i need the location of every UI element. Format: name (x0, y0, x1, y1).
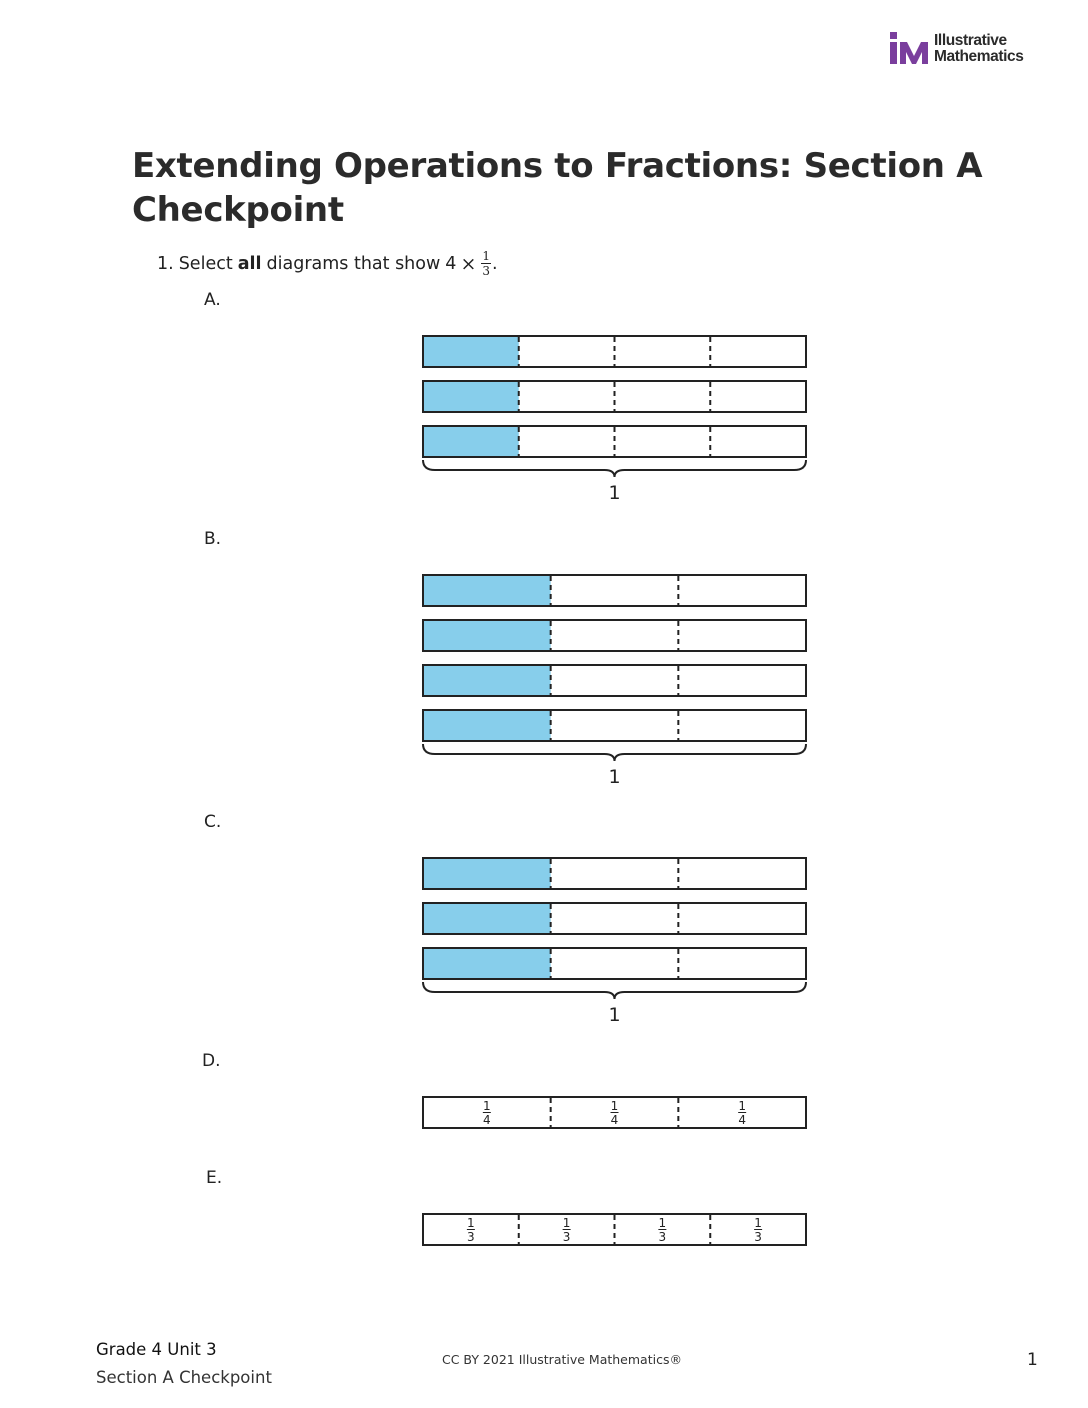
page-title: Extending Operations to Fractions: Section A Checkpoint (132, 146, 983, 230)
question-number: 1. (157, 253, 174, 274)
option-e-part-denominator: 3 (562, 1230, 571, 1244)
brand-line-2: Mathematics (934, 48, 1024, 65)
option-a-shaded-part (423, 426, 519, 457)
option-e-part-numerator: 1 (754, 1216, 762, 1230)
option-a-brace-label: 1 (608, 482, 621, 504)
option-c-shaded-part (423, 903, 551, 934)
option-b-shaded-part (423, 575, 551, 606)
page-number: 1 (1027, 1350, 1038, 1370)
brand-name (934, 33, 1024, 65)
question-prompt (157, 250, 498, 277)
option-b-shaded-part (423, 620, 551, 651)
option-b-brace-label: 1 (608, 766, 621, 788)
option-c-bar (423, 903, 806, 934)
option-b-label[interactable]: B. (204, 529, 222, 549)
option-e-part-denominator: 3 (658, 1230, 667, 1244)
question-emphasis: all (237, 253, 262, 274)
option-d-part-numerator: 1 (738, 1099, 746, 1113)
question-fraction (481, 250, 491, 277)
option-b-bar (423, 575, 806, 606)
option-c-bar (423, 858, 806, 889)
footer-unit: Grade 4 Unit 3 (96, 1340, 217, 1359)
option-c-label[interactable]: C. (204, 812, 222, 832)
question-whole-number: 4 (445, 253, 457, 274)
option-e-bar (423, 1214, 806, 1245)
option-c-bar (423, 948, 806, 979)
question-period: . (492, 253, 498, 274)
im-logo-icon (888, 32, 930, 66)
option-a-shaded-part (423, 381, 519, 412)
option-c-shaded-part (423, 948, 551, 979)
option-d-part-numerator: 1 (610, 1099, 619, 1113)
option-d-part-denominator: 4 (738, 1113, 746, 1127)
option-d-part-denominator: 4 (610, 1113, 619, 1127)
fraction-numerator: 1 (482, 249, 490, 263)
brand-logo (888, 32, 1024, 66)
option-c-shaded-part (423, 858, 551, 889)
footer-course-info (96, 1336, 272, 1392)
option-a-bar (423, 426, 806, 457)
brand-line-1: Illustrative (934, 32, 1007, 49)
question-text-before: Select (178, 253, 233, 274)
option-a-label[interactable]: A. (204, 290, 221, 310)
option-e-part-numerator: 1 (467, 1216, 475, 1230)
option-b-shaded-part (423, 710, 551, 741)
option-b-bar (423, 665, 806, 696)
footer-section: Section A Checkpoint (96, 1368, 272, 1387)
option-d-part-numerator: 1 (483, 1099, 491, 1113)
times-symbol: × (460, 252, 477, 275)
option-a-brace (423, 460, 806, 477)
option-b-shaded-part (423, 665, 551, 696)
option-e-part-numerator: 1 (562, 1216, 571, 1230)
option-b-bar (423, 710, 806, 741)
option-d-part-denominator: 4 (483, 1113, 491, 1127)
option-d-bar (423, 1097, 806, 1128)
option-c-brace-label: 1 (608, 1004, 621, 1026)
option-a-bar (423, 381, 806, 412)
option-d-label[interactable]: D. (202, 1051, 221, 1071)
option-b-brace (423, 744, 806, 761)
option-b-bar (423, 620, 806, 651)
option-e-label[interactable]: E. (206, 1168, 223, 1188)
option-c-brace (423, 982, 806, 999)
option-e-part-denominator: 3 (467, 1230, 475, 1244)
option-e-part-denominator: 3 (754, 1230, 762, 1244)
fraction-denominator: 3 (482, 264, 490, 278)
option-e-part-numerator: 1 (658, 1216, 667, 1230)
question-text-after: diagrams that show (266, 253, 441, 274)
option-a-bar (423, 336, 806, 367)
footer-license: CC BY 2021 Illustrative Mathematics® (442, 1352, 682, 1367)
option-a-shaded-part (423, 336, 519, 367)
